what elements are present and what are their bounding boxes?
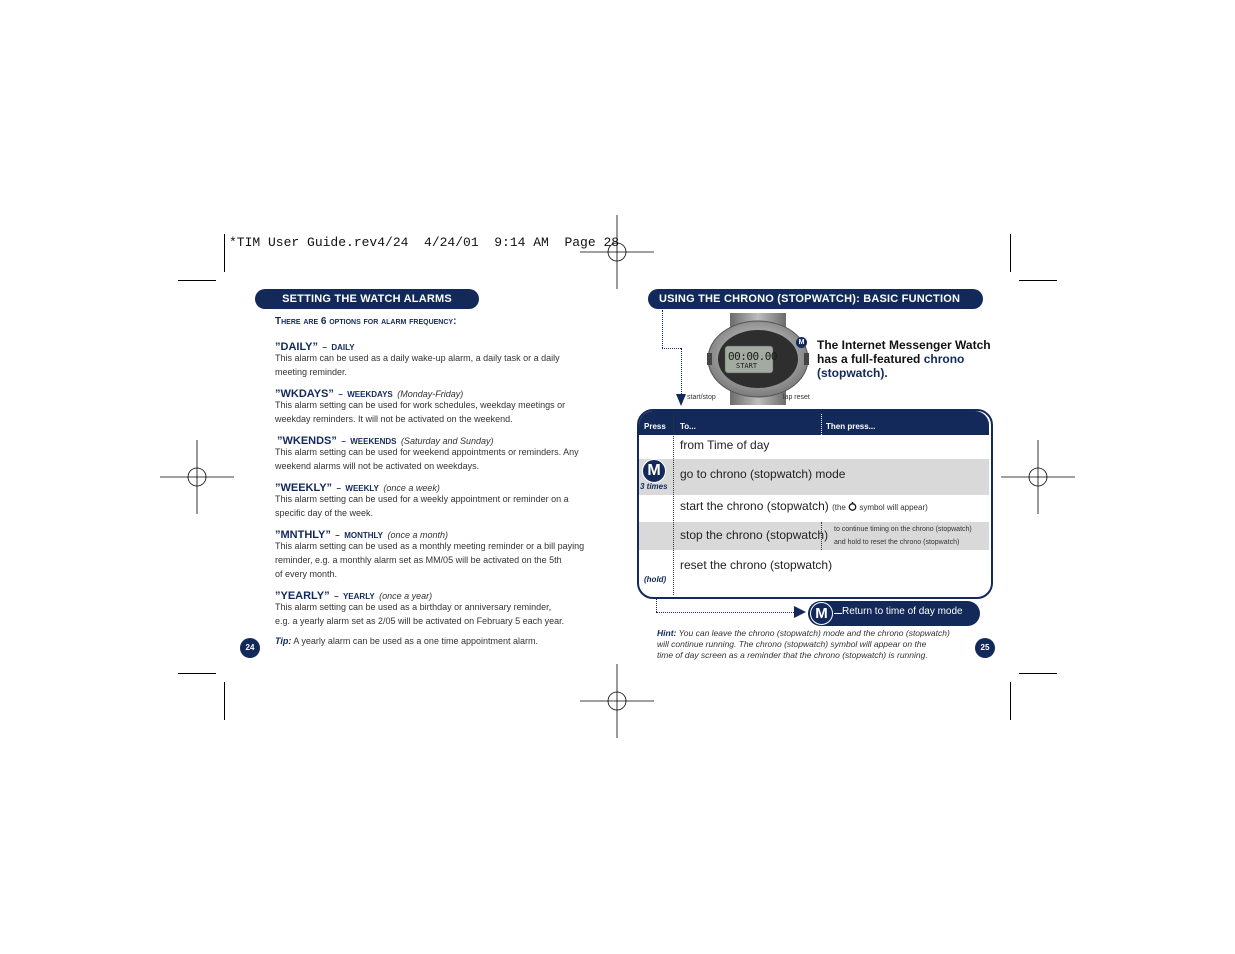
option-dash: – xyxy=(338,390,343,399)
crop-mark xyxy=(1010,682,1011,720)
return-pill xyxy=(808,601,980,626)
tip-label: Tip: xyxy=(275,636,292,646)
option-dash: – xyxy=(322,343,327,352)
option-paren: (once a week) xyxy=(383,483,440,493)
pill-dash xyxy=(834,613,842,614)
option-dash: – xyxy=(334,592,339,601)
registration-mark-icon xyxy=(1001,440,1075,514)
stopwatch-icon xyxy=(848,502,857,511)
crop-mark xyxy=(1019,673,1057,674)
option-title: ”MNTHLY” xyxy=(275,529,331,541)
alarm-option xyxy=(275,478,595,525)
option-dash: – xyxy=(336,484,341,493)
crop-mark xyxy=(224,234,225,272)
watch-display-label: START xyxy=(736,362,758,370)
chrono-intro-line: has a full-featured xyxy=(817,352,924,366)
col-then: Then press... xyxy=(826,422,876,431)
row-start-note: (the xyxy=(832,503,849,512)
press-count: 3 times xyxy=(640,482,668,491)
crop-mark xyxy=(178,280,216,281)
hold-label: (hold) xyxy=(644,575,667,584)
chrono-intro-line: (stopwatch). xyxy=(817,366,888,380)
section-header xyxy=(255,289,479,309)
hint xyxy=(657,628,977,661)
page-number: 25 xyxy=(975,638,995,658)
m-button-icon: M xyxy=(642,459,666,483)
option-body-line: of every month. xyxy=(275,569,338,579)
option-subtitle: WEEKDAYS xyxy=(347,390,393,399)
option-body-line: reminder, e.g. a monthly alarm set as MM/05 will be activated on the 5th xyxy=(275,555,562,565)
lap-reset-label: lap reset xyxy=(783,394,810,401)
option-title: ”WKDAYS” xyxy=(275,388,334,400)
row-start-chrono xyxy=(680,499,928,513)
option-body-line: e.g. a yearly alarm set as 2/05 will be activated on February 5 each year. xyxy=(275,616,565,626)
registration-mark-icon xyxy=(160,440,234,514)
option-subtitle: WEEKLY xyxy=(345,484,379,493)
option-body-line: This alarm setting can be used as a birthday or anniversary reminder, xyxy=(275,602,552,612)
option-body-line: This alarm setting can be used for work schedules, weekday meetings or xyxy=(275,400,566,410)
option-body-line: This alarm can be used as a daily wake-up alarm, a daily task or a daily xyxy=(275,353,560,363)
print-slug: *TIM User Guide.rev4/24 4/24/01 9:14 AM Page 28 xyxy=(229,235,620,250)
alarm-option xyxy=(275,431,595,478)
option-body-line: This alarm setting can be used for weekend appointments or reminders. Any xyxy=(275,447,579,457)
crop-mark xyxy=(224,682,225,720)
tip xyxy=(275,636,538,646)
col-press: Press xyxy=(644,422,666,431)
dotted-connector xyxy=(656,597,657,612)
arrow-down-icon xyxy=(676,394,686,406)
option-paren: (Monday-Friday) xyxy=(397,389,464,399)
row-stop-note-line: to continue timing on the chrono (stopwatch) xyxy=(834,526,972,533)
option-title: ”DAILY” xyxy=(275,341,318,353)
row-stop-note xyxy=(834,523,972,549)
row-stop-note-line: and hold to reset the chrono (stopwatch) xyxy=(834,539,960,546)
row-go-to-chrono: go to chrono (stopwatch) mode xyxy=(680,467,846,481)
registration-mark-icon xyxy=(580,215,654,289)
option-body-line: This alarm setting can be used as a monthly meeting reminder or a bill paying xyxy=(275,541,585,551)
alarm-options-list xyxy=(275,337,595,633)
crop-mark xyxy=(178,673,216,674)
section-header xyxy=(648,289,983,309)
column-divider xyxy=(821,414,822,459)
dotted-connector xyxy=(656,612,794,613)
row-start-chrono-text: start the chrono (stopwatch) xyxy=(680,499,829,513)
option-body-line: weekend alarms will not be activated on weekdays. xyxy=(275,461,480,471)
row-stop-chrono: stop the chrono (stopwatch) xyxy=(680,528,829,542)
row-reset-chrono: reset the chrono (stopwatch) xyxy=(680,558,833,572)
option-paren: (Saturday and Sunday) xyxy=(400,436,494,446)
option-body-line: weekday reminders. It will not be activated on the weekend. xyxy=(275,414,513,424)
option-subtitle: YEARLY xyxy=(342,592,375,601)
option-dash: – xyxy=(341,437,346,446)
option-subtitle: WEEKENDS xyxy=(350,437,397,446)
dotted-connector xyxy=(662,348,681,349)
option-title: ”WEEKLY” xyxy=(275,482,333,494)
row-from-time-of-day: from Time of day xyxy=(680,438,770,452)
mode-button-icon: M xyxy=(796,337,807,348)
tip-text: A yearly alarm can be used as a one time appointment alarm. xyxy=(293,636,538,646)
dotted-connector xyxy=(681,348,682,394)
option-title: ”WKENDS” xyxy=(277,435,337,447)
option-paren: (once a month) xyxy=(387,530,448,540)
option-title: ”YEARLY” xyxy=(275,590,330,602)
page-number: 24 xyxy=(240,638,260,658)
col-to: To... xyxy=(680,422,696,431)
section-header-text: USING THE CHRONO (STOPWATCH): BASIC FUNCTION xyxy=(659,293,961,305)
hint-label: Hint: xyxy=(657,628,677,638)
watch-display-time: 00:00.00 xyxy=(728,350,777,363)
alarm-option xyxy=(275,525,595,586)
option-dash: – xyxy=(335,531,340,540)
column-divider xyxy=(673,414,674,595)
hint-line: You can leave the chrono (stopwatch) mode and the chrono (stopwatch) xyxy=(678,628,950,638)
hint-line: time of day screen as a reminder that the chrono (stopwatch) is running. xyxy=(657,650,928,660)
return-pill-text: Return to time of day mode xyxy=(842,606,963,617)
option-body-line: This alarm setting can be used for a weekly appointment or reminder on a xyxy=(275,494,569,504)
alarm-option xyxy=(275,586,595,633)
crop-mark xyxy=(1010,234,1011,272)
option-body-line: specific day of the week. xyxy=(275,508,374,518)
option-subtitle: MONTHLY xyxy=(344,531,384,540)
arrow-right-icon xyxy=(794,606,806,618)
chrono-intro-highlight: chrono xyxy=(923,352,965,366)
option-body-line: meeting reminder. xyxy=(275,367,348,377)
section-header-text: SETTING THE WATCH ALARMS xyxy=(282,293,452,305)
alarm-option xyxy=(275,337,595,384)
option-subtitle: DAILY xyxy=(331,343,355,352)
hint-line: will continue running. The chrono (stopwatch) symbol will appear on the xyxy=(657,639,927,649)
start-stop-label: start/stop xyxy=(687,394,716,401)
dotted-connector xyxy=(662,310,663,348)
registration-mark-icon xyxy=(580,664,654,738)
chrono-intro-line: The Internet Messenger Watch xyxy=(817,338,991,352)
m-button-icon: M xyxy=(810,602,833,625)
option-paren: (once a year) xyxy=(379,591,433,601)
crop-mark xyxy=(1019,280,1057,281)
chrono-intro xyxy=(817,338,991,380)
alarm-option xyxy=(275,384,595,431)
options-intro: There are 6 options for alarm frequency: xyxy=(275,316,457,327)
row-start-note: symbol will appear) xyxy=(857,503,928,512)
